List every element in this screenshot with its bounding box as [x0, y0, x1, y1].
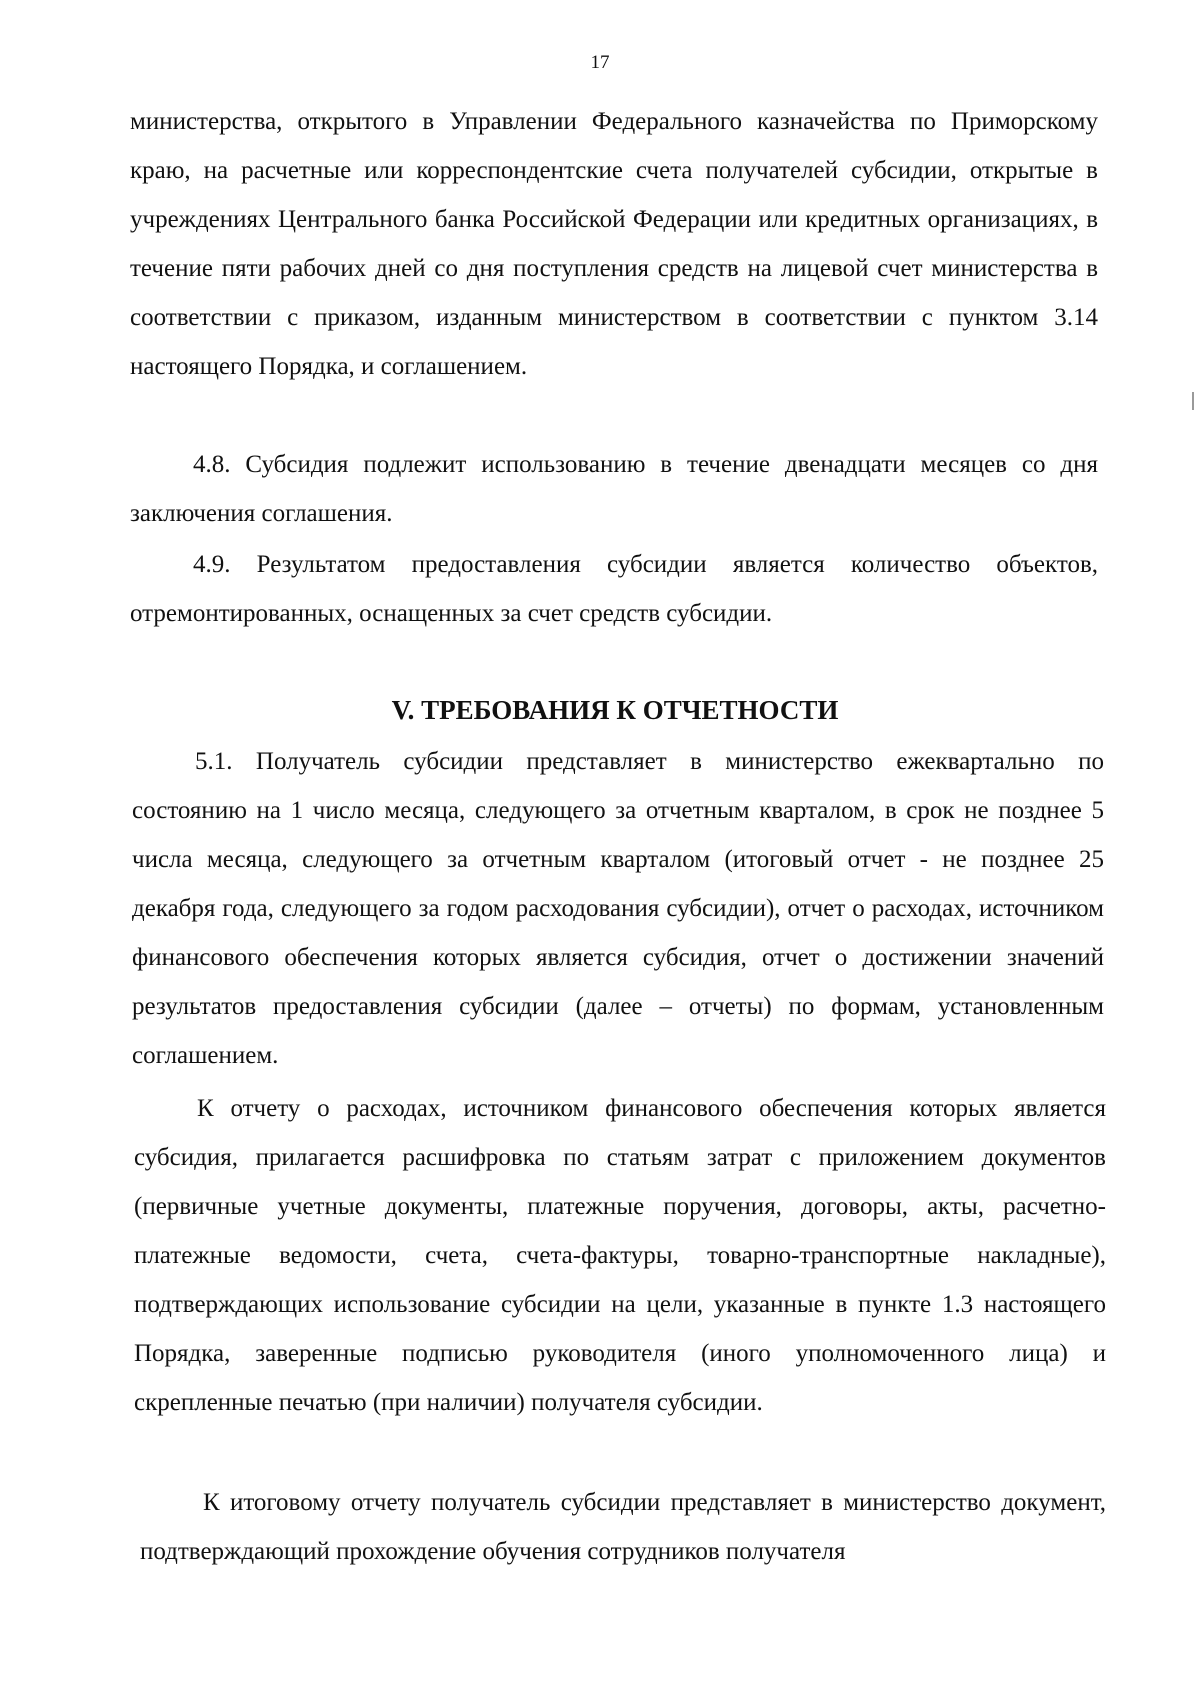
- page-number: 17: [590, 52, 610, 73]
- paragraph-continuation: министерства, открытого в Управлении Федерального казначейства по Приморскому краю, на расчетные или корреспондентские счета получателей субсидии, открытые в учреждениях Центрального банка Российской Федерации или кредитных организациях, в течение пяти рабочих дней со дня поступления средств на лицевой счет министерства в соответствии с приказом, изданным министерством в соответствии с пунктом 3.14 настоящего Порядка, и соглашением.: [130, 108, 1098, 380]
- paragraph-item-4-8: 4.8. Субсидия подлежит использованию в течение двенадцати месяцев со дня заключения соглашения.: [130, 451, 1098, 527]
- scan-margin-mark: [1192, 392, 1194, 410]
- section-heading: V. ТРЕБОВАНИЯ К ОТЧЕТНОСТИ: [391, 695, 839, 725]
- paragraph-expense-report: К отчету о расходах, источником финансового обеспечения которых является субсидия, прилагается расшифровка по статьям затрат с приложением документов (первичные учетные документы, платежные поручения, договоры, акты, расчетно-платежные ведомости, счета, счета-фактуры, товарно-транспортные накладные), подтверждающих использование субсидии на цели, указанные в пункте 1.3 настоящего Порядка, заверенные подписью руководителя (иного уполномоченного лица) и скрепленные печатью (при наличии) получателя субсидии.: [134, 1095, 1106, 1416]
- paragraph-item-5-1: 5.1. Получатель субсидии представляет в министерство ежеквартально по состоянию на 1 число месяца, следующего за отчетным кварталом, в срок не позднее 5 числа месяца, следующего за отчетным кварталом (итоговый отчет - не позднее 25 декабря года, следующего за годом расходования субсидии), отчет о расходах, источником финансового обеспечения которых является субсидия, отчет о достижении значений результатов предоставления субсидии (далее – отчеты) по формам, установленным соглашением.: [132, 748, 1104, 1069]
- paragraph-final-report: К итоговому отчету получатель субсидии представляет в министерство документ, подтверждающий прохождение обучения сотрудников получателя: [140, 1489, 1106, 1565]
- paragraph-item-4-9: 4.9. Результатом предоставления субсидии является количество объектов, отремонтированных, оснащенных за счет средств субсидии.: [130, 551, 1098, 627]
